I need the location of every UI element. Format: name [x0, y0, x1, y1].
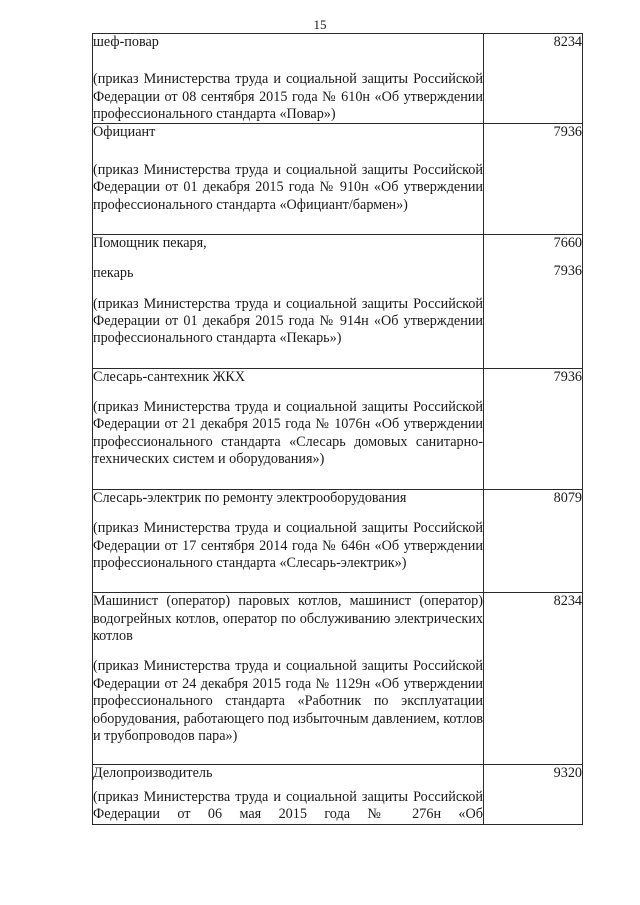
order-reference: (приказ Министерства труда и социальной защиты Российской Федерации от 01 декабря 2015 года № 914н «Об утверждении профессионального стандарта «Пекарь») — [93, 295, 483, 347]
table-row — [93, 124, 583, 234]
position-title: Слесарь-электрик по ремонту электрооборудования — [93, 490, 407, 507]
order-reference: (приказ Министерства труда и социальной защиты Российской Федерации от 24 декабря 2015 года № 1129н «Об утверждении профессионального стандарта «Работник по эксплуатации оборудования, работающего под избыточным давлением, котлов и трубопроводов пара») — [93, 658, 483, 745]
order-reference: (приказ Министерства труда и социальной защиты Российской Федерации от 06 мая 2015 года № 276н «Об — [93, 788, 483, 823]
position-title: Делопроизводитель — [93, 765, 213, 782]
order-reference: (приказ Министерства труда и социальной защиты Российской Федерации от 08 сентября 2015 года № 610н «Об утверждении профессионального стандарта «Повар») — [93, 71, 483, 123]
table-row — [93, 368, 583, 489]
order-reference: (приказ Министерства труда и социальной защиты Российской Федерации от 21 декабря 2015 года № 1076н «Об утверждении профессионального стандарта «Слесарь домовых санитарно-технических систем и оборудования») — [93, 399, 483, 468]
value-cell — [484, 124, 583, 234]
position-cell — [93, 765, 484, 824]
value-amount: 8234 — [553, 34, 582, 50]
value-cell — [484, 368, 583, 489]
order-reference: (приказ Министерства труда и социальной защиты Российской Федерации от 17 сентября 2014 года № 646н «Об утверждении профессионального стандарта «Слесарь-электрик») — [93, 520, 483, 572]
value-cell — [484, 765, 583, 824]
position-title: Слесарь-сантехник ЖКХ — [93, 368, 246, 385]
value-amount: 7936 — [553, 124, 582, 141]
position-cell — [93, 490, 484, 593]
position-title: пекарь — [93, 265, 134, 282]
order-reference: (приказ Министерства труда и социальной защиты Российской Федерации от 01 декабря 2015 года № 910н «Об утверждении профессионального стандарта «Официант/бармен») — [93, 161, 483, 213]
position-cell — [93, 234, 484, 368]
table-row — [93, 234, 583, 368]
value-cell — [484, 593, 583, 765]
position-cell — [93, 368, 484, 489]
value-amount: 7660 — [553, 234, 582, 251]
value-cell — [484, 490, 583, 593]
page-number: 15 — [313, 17, 327, 32]
position-title: Машинист (оператор) паровых котлов, машинист (оператор) водогрейных котлов, оператор по обслуживанию электрических котлов — [93, 593, 483, 645]
value-amount: 8234 — [553, 593, 582, 610]
position-title: шеф-повар — [93, 34, 159, 50]
positions-table — [92, 33, 583, 825]
position-cell — [93, 593, 484, 765]
value-cell — [484, 34, 583, 124]
value-amount: 7936 — [553, 263, 582, 280]
position-title: Официант — [93, 124, 156, 141]
value-cell — [484, 234, 583, 368]
table-row — [93, 593, 583, 765]
value-amount: 9320 — [553, 765, 582, 782]
position-title: Помощник пекаря, — [93, 234, 207, 251]
value-amount: 8079 — [553, 490, 582, 507]
table-row — [93, 34, 583, 124]
position-cell — [93, 124, 484, 234]
table-row — [93, 765, 583, 824]
table-row — [93, 490, 583, 593]
position-cell — [93, 34, 484, 124]
value-amount: 7936 — [553, 368, 582, 385]
